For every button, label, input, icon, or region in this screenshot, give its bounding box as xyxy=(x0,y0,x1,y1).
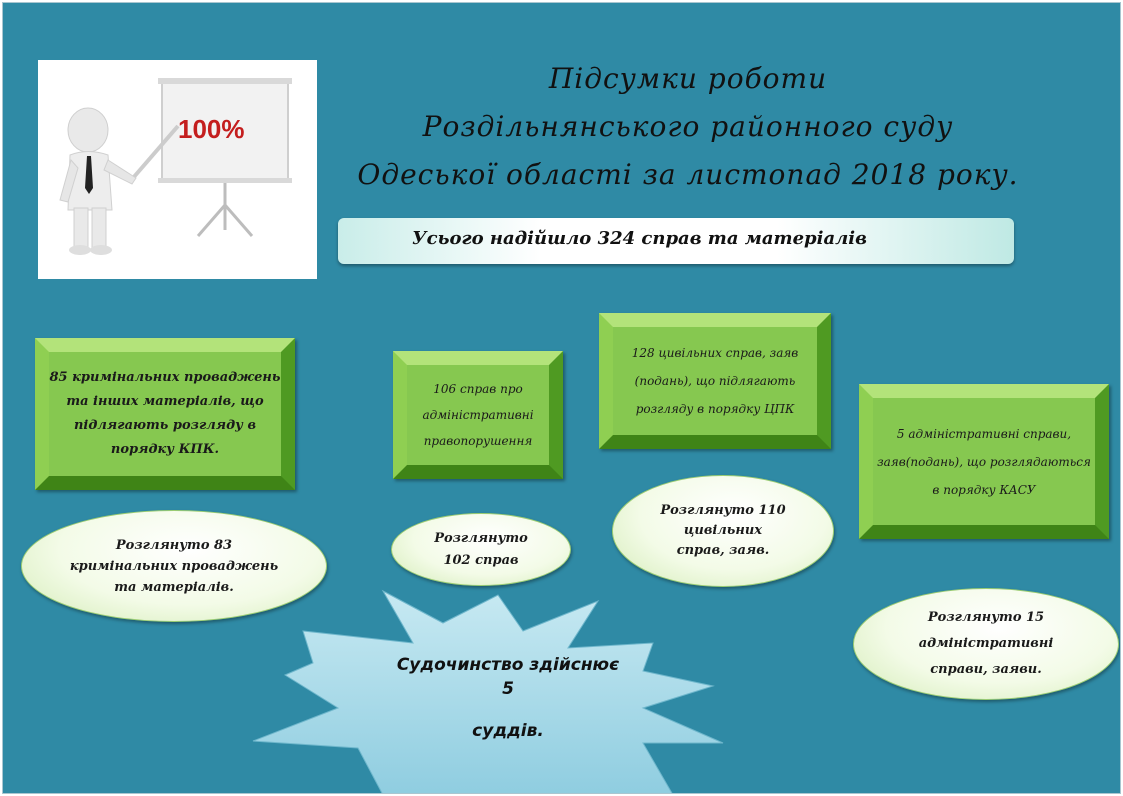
admin-offenses-text: 106 справ про адміністративні правопорушення xyxy=(422,382,534,448)
civil-reviewed-text: Розглянуто 110 цивільних справ, заяв. xyxy=(660,503,786,558)
civil-cases-text: 128 цивільних справ, заяв (подань), що підлягають розгляду в порядку ЦПК xyxy=(631,346,799,416)
title-line-1: Підсумки роботи xyxy=(548,62,828,95)
judges-text xyxy=(383,653,633,743)
admin-reviewed-text: Розглянуто 102 справ xyxy=(434,530,528,568)
criminal-cases-text: 85 кримінальних проваджень та інших матеріалів, що підлягають розгляду в порядку КПК. xyxy=(49,370,281,457)
total-cases-text: Усього надійшло 324 справ та матеріалів xyxy=(412,228,867,249)
board-percent-text: 100% xyxy=(178,114,245,144)
criminal-reviewed-text: Розглянуто 83 кримінальних проваджень та матеріалів. xyxy=(69,537,279,595)
title-line-2: Роздільнянського районного суду xyxy=(422,110,954,143)
judges-line-2: 5 xyxy=(502,679,514,699)
kasu-cases-text: 5 адміністративні справи, заяв(подань), що розглядаються в порядку КАСУ xyxy=(877,426,1091,497)
judges-line-1: Судочинство здійснює xyxy=(396,655,620,675)
slide xyxy=(2,2,1121,794)
kasu-reviewed-text: Розглянуто 15 адміністративні справи, заяви. xyxy=(918,610,1054,677)
judges-line-3: суддів. xyxy=(472,721,544,741)
title-line-3: Одеської області за листопад 2018 року. xyxy=(357,158,1019,191)
